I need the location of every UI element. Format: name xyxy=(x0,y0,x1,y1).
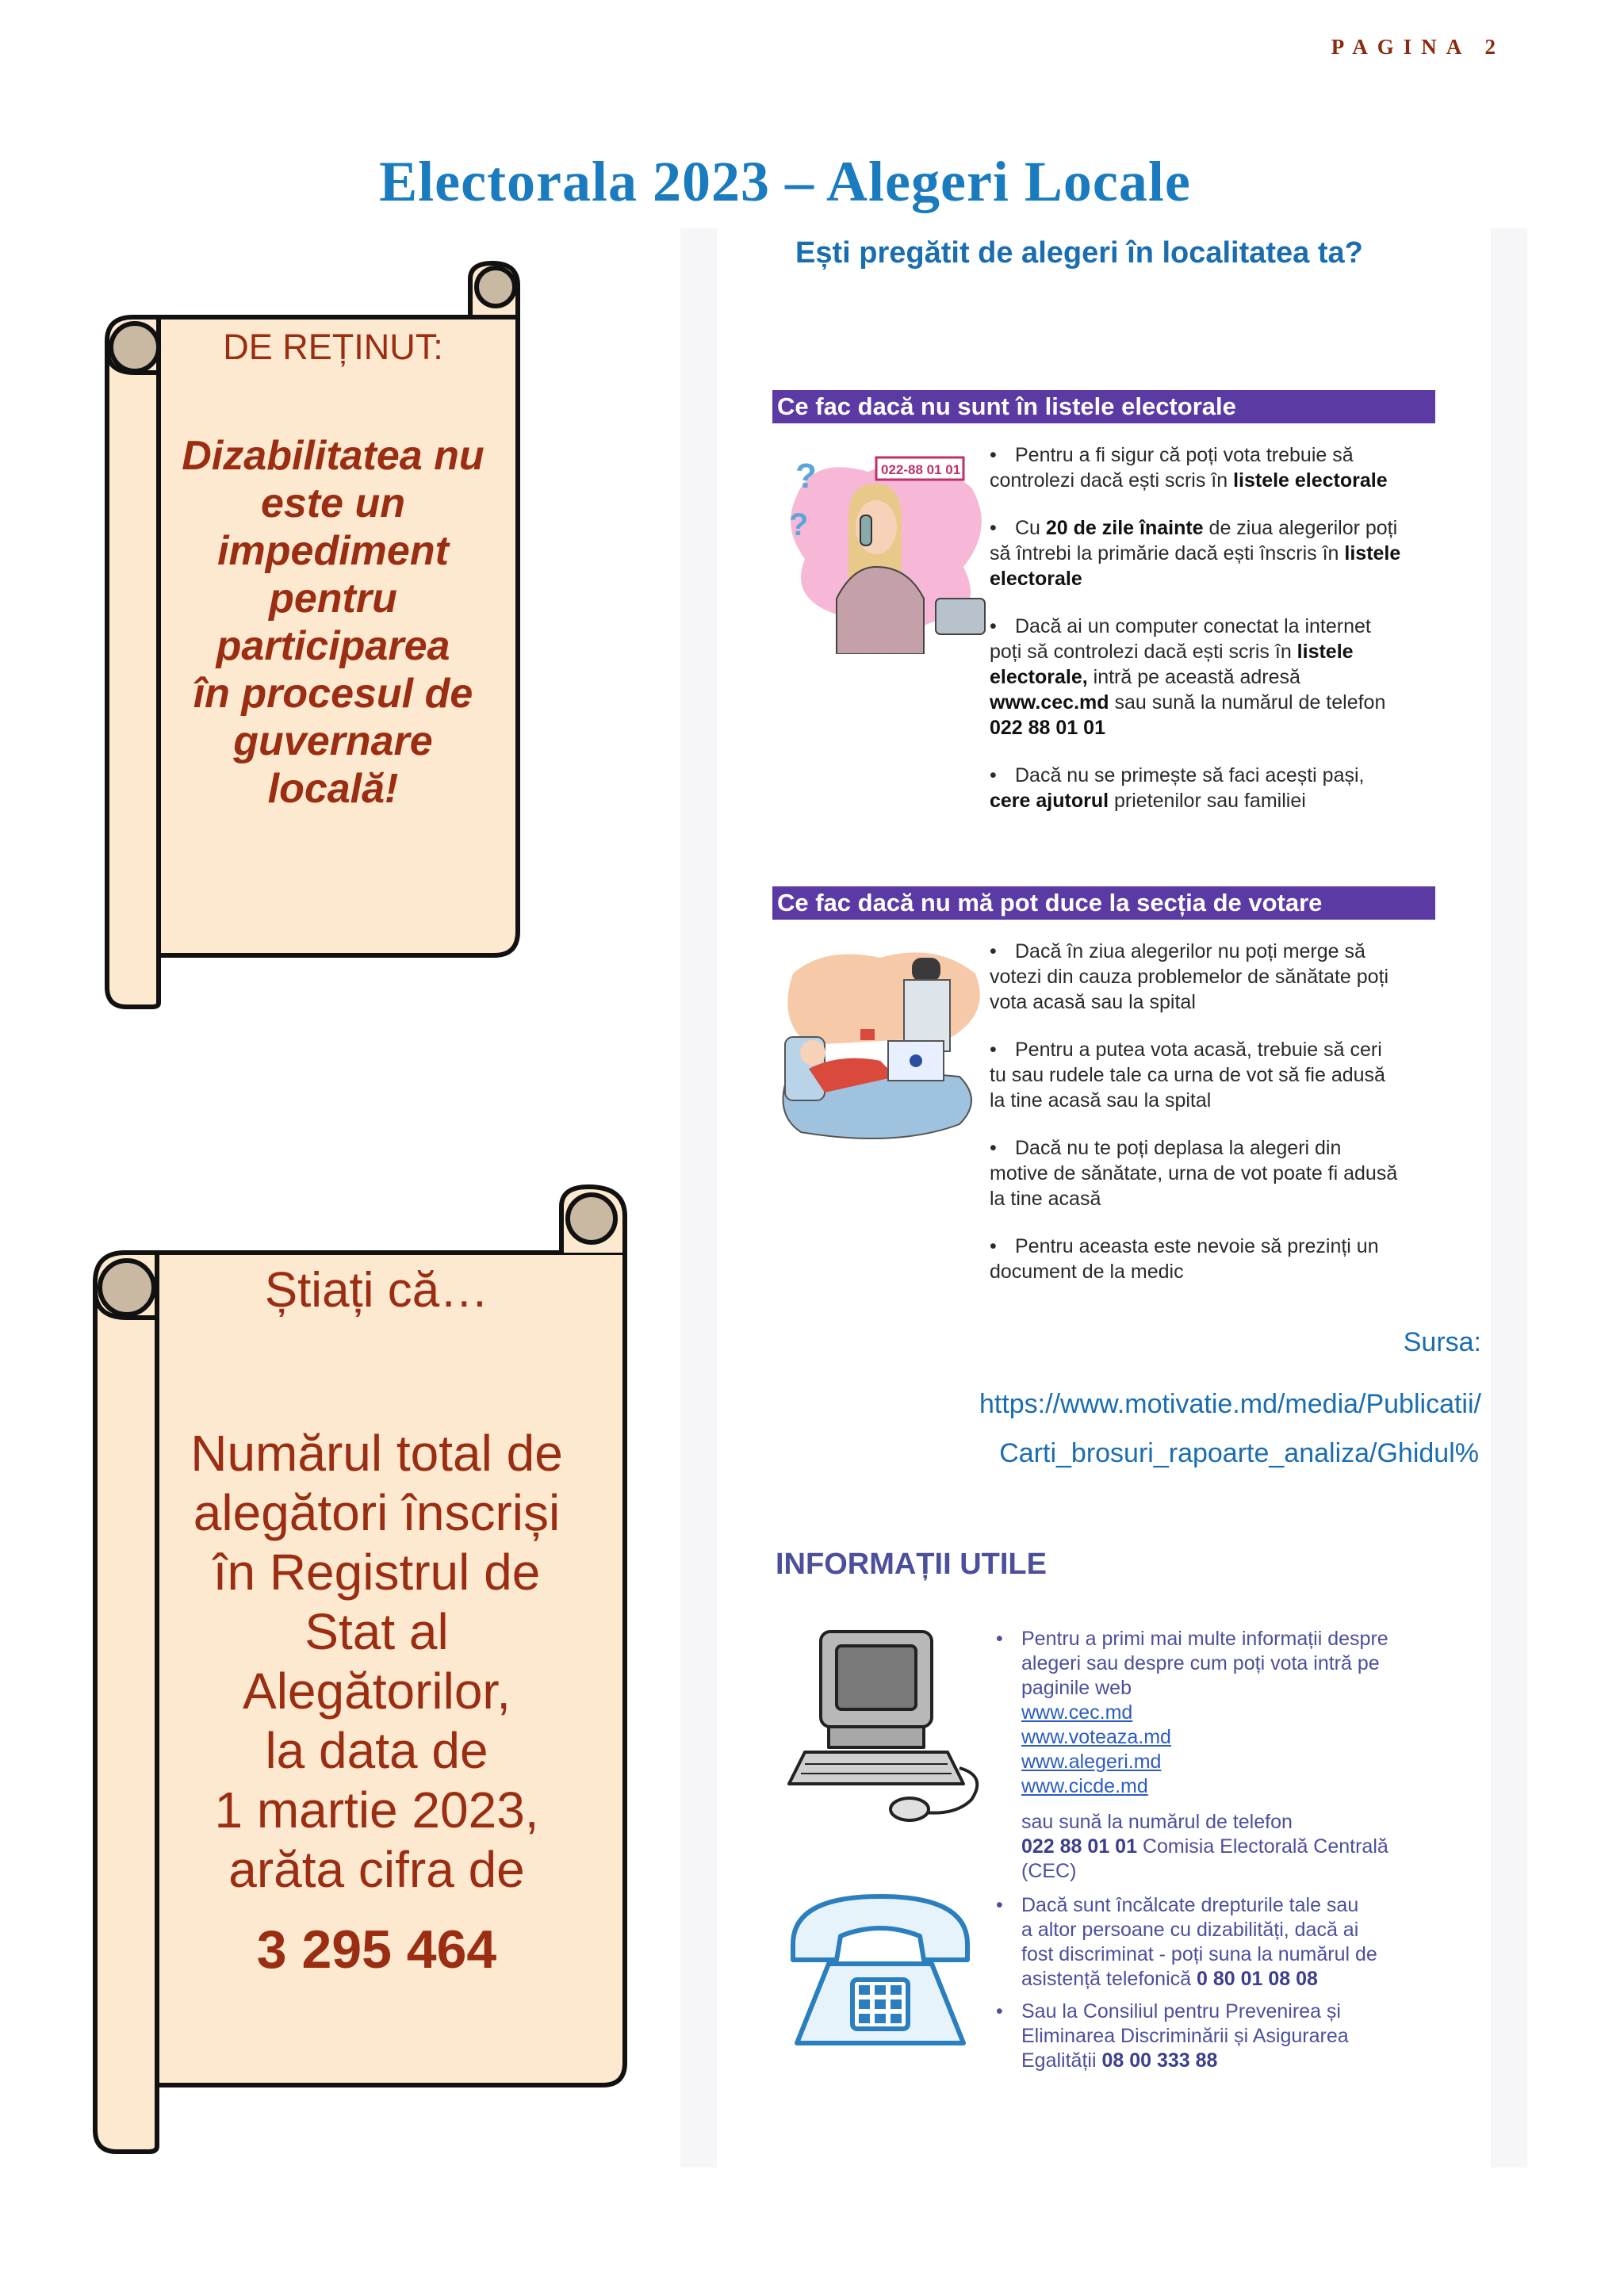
scroll2-heading: Știați că… xyxy=(264,1263,489,1318)
scroll2-message xyxy=(155,1424,599,1900)
link-voteaza[interactable]: www.voteaza.md xyxy=(1021,1726,1171,1748)
telephone-icon xyxy=(785,1888,975,2047)
section1-bar: Ce fac dacă nu sunt în listele electorale xyxy=(772,390,1435,423)
scroll1-line: locală! xyxy=(267,766,399,812)
source-link-line1[interactable]: https://www.motivatie.md/media/Publicatii/ xyxy=(979,1389,1481,1419)
scroll1-line: pentru xyxy=(269,576,397,622)
panel-question: Ești pregătit de alegeri în localitatea ta? xyxy=(795,236,1363,270)
scroll1-line: în procesul de xyxy=(193,671,473,717)
source-link-line2[interactable]: Carti_brosuri_rapoarte_analiza/Ghidul% xyxy=(999,1438,1479,1468)
link-alegeri[interactable]: www.alegeri.md xyxy=(1021,1751,1162,1773)
scroll1-line: participarea xyxy=(216,623,450,669)
computer-icon xyxy=(781,1625,995,1823)
list-item: • Dacă în ziua alegerilor nu poți merge să votezi din cauza problemelor de sănătate poți vota acasă sau la spital xyxy=(990,940,1389,1013)
info-list xyxy=(996,1627,1448,2073)
svg-text:?: ? xyxy=(789,507,809,542)
scroll1-heading: DE REȚINUT: xyxy=(223,327,443,367)
scroll1-line: impediment xyxy=(217,528,449,574)
list-item: • Pentru a primi mai multe informații despre alegeri sau despre cum poți vota intră pe paginile web www.cec.md www.voteaza.md www.alegeri.md www.cicde.md sau sună la numărul de telefon 022 88 01 01 Comisia Electorală Centrală (CEC) xyxy=(996,1628,1388,1882)
phone-sign-text: 022-88 01 01 xyxy=(881,462,961,477)
source-label: Sursa: xyxy=(1403,1327,1481,1357)
scroll1-line: guvernare xyxy=(233,718,433,764)
list-item: • Pentru aceasta este nevoie să prezinți un document de la medic xyxy=(990,1235,1379,1283)
scroll2-line: în Registrul de xyxy=(213,1544,541,1601)
scroll2-line: Alegătorilor, xyxy=(243,1663,511,1720)
scroll1-line: este un xyxy=(260,480,406,526)
scroll2-line: arăta cifra de xyxy=(228,1841,525,1898)
list-item: • Pentru a fi sigur că poți vota trebuie să controlezi dacă ești scris în listele electorale xyxy=(990,444,1388,492)
list-item: • Sau la Consiliul pentru Prevenirea și Eliminarea Discriminării și Asigurarea Egalității 08 00 333 88 xyxy=(996,2000,1349,2072)
svg-text:?: ? xyxy=(795,457,817,496)
list-item: • Dacă nu te poți deplasa la alegeri din motive de sănătate, urna de vot poate fi adusă la tine acasă xyxy=(990,1137,1398,1210)
list-item: • Dacă sunt încălcate drepturile tale sau a altor persoane cu dizabilități, dacă ai fost discriminat - poți suna la numărul de asistență telefonică 0 80 01 08 08 xyxy=(996,1894,1377,1990)
page-title: Electorala 2023 – Alegeri Locale xyxy=(379,150,1191,213)
home-voting-icon xyxy=(777,942,991,1148)
page-number: PAGINA 2 xyxy=(1331,35,1505,59)
list-item: • Dacă nu se primește să faci acești pași, cere ajutorul prietenilor sau familiei xyxy=(990,764,1365,812)
scroll1-line: Dizabilitatea nu xyxy=(182,433,485,479)
phone-woman-icon xyxy=(781,440,995,654)
scroll2-line: Stat al xyxy=(304,1603,449,1660)
scroll2-line: alegători înscriși xyxy=(193,1484,561,1541)
list-item: • Cu 20 de zile înainte de ziua alegerilor poți să întrebi la primărie dacă ești înscris în listele electorale xyxy=(990,517,1401,590)
list-item: • Pentru a putea vota acasă, trebuie să ceri tu sau rudele tale ca urna de vot să fie adusă la tine acasă sau la spital xyxy=(990,1039,1385,1112)
scroll2-line: 1 martie 2023, xyxy=(214,1781,539,1839)
section1-bullets xyxy=(990,442,1442,813)
link-cicde[interactable]: www.cicde.md xyxy=(1021,1775,1148,1797)
list-item: • Dacă ai un computer conectat la internet poți să controlezi dacă ești scris în listele electorale, intră pe această adresă www.cec.md sau sună la numărul de telefon 022 88 01 01 xyxy=(990,615,1386,739)
link-cec[interactable]: www.cec.md xyxy=(1021,1701,1133,1724)
scroll2-line: Numărul total de xyxy=(190,1425,563,1482)
info-heading: INFORMAȚII UTILE xyxy=(776,1548,1047,1581)
scroll1-message xyxy=(143,432,523,813)
section2-bar: Ce fac dacă nu mă pot duce la secția de votare xyxy=(772,886,1435,920)
section2-bullets xyxy=(990,939,1442,1284)
voter-count: 3 295 464 xyxy=(256,1919,497,1980)
scroll2-line: la data de xyxy=(265,1722,488,1779)
